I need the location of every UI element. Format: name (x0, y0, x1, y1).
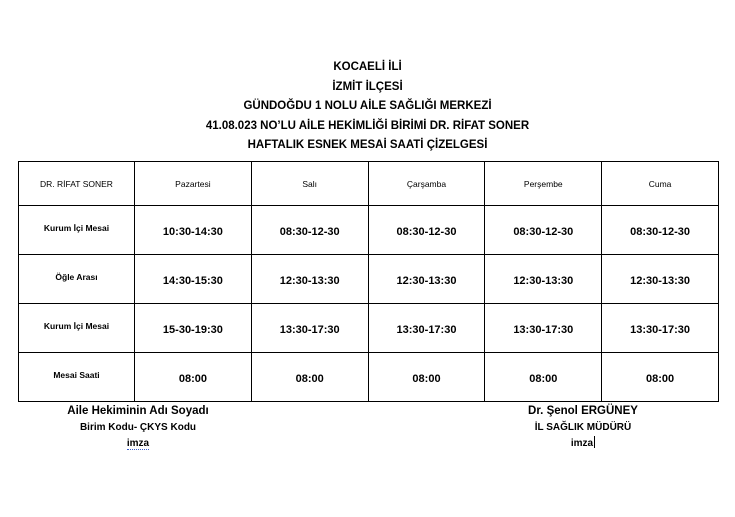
table-row (19, 304, 719, 353)
time-cell: 08:30-12-30 (602, 206, 719, 255)
time-cell: 08:00 (251, 353, 368, 402)
signature-block-left (38, 403, 238, 451)
row-label: Mesai Saati (19, 353, 135, 402)
time-cell: 12:30-13:30 (251, 255, 368, 304)
header-health-center: GÜNDOĞDU 1 NOLU AİLE SAĞLIĞI MERKEZİ (243, 100, 492, 112)
signature-left-sign-label: imza (126, 438, 150, 449)
time-cell: 08:00 (602, 353, 719, 402)
day-header: Perşembe (485, 162, 602, 206)
time-cell: 12:30-13:30 (368, 255, 485, 304)
signature-right-title: Dr. Şenol ERGÜNEY (528, 405, 638, 417)
time-cell: 10:30-14:30 (135, 206, 252, 255)
time-cell: 08:30-12-30 (485, 206, 602, 255)
time-cell: 13:30-17:30 (368, 304, 485, 353)
signature-block-right (488, 403, 678, 451)
day-header: Salı (251, 162, 368, 206)
time-cell: 13:30-17:30 (602, 304, 719, 353)
table-row (19, 353, 719, 402)
signature-left-title: Aile Hekiminin Adı Soyadı (67, 405, 209, 417)
time-cell: 08:00 (368, 353, 485, 402)
table-row (19, 206, 719, 255)
row-label: Kurum İçi Mesai (19, 206, 135, 255)
signature-right-subtitle: İL SAĞLIK MÜDÜRÜ (534, 422, 632, 433)
signature-right-sign-line (488, 436, 678, 451)
signature-left-subtitle: Birim Kodu- ÇKYS Kodu (79, 422, 197, 433)
day-header: Çarşamba (368, 162, 485, 206)
time-cell: 14:30-15:30 (135, 255, 252, 304)
time-cell: 08:00 (485, 353, 602, 402)
time-cell: 08:30-12-30 (251, 206, 368, 255)
schedule-table (18, 161, 719, 402)
table-row (19, 255, 719, 304)
document-header (0, 58, 735, 156)
time-cell: 13:30-17:30 (251, 304, 368, 353)
signature-right-sign-label: imza (570, 438, 594, 449)
time-cell: 13:30-17:30 (485, 304, 602, 353)
table-header-row (19, 162, 719, 206)
header-district: İZMİT İLÇESİ (332, 80, 403, 93)
time-cell: 12:30-13:30 (485, 255, 602, 304)
header-unit: 41.08.023 NO’LU AİLE HEKİMLİĞİ BİRİMİ DR. RİFAT SONER (205, 119, 530, 132)
row-label: Kurum İçi Mesai (19, 304, 135, 353)
corner-cell: DR. RİFAT SONER (19, 162, 135, 206)
document-title: HAFTALIK ESNEK MESAİ SAATİ ÇİZELGESİ (247, 139, 488, 151)
text-cursor (594, 436, 595, 448)
time-cell: 15-30-19:30 (135, 304, 252, 353)
signature-left-sign-line (38, 436, 238, 451)
header-province: KOCAELİ İLİ (333, 61, 402, 73)
day-header: Cuma (602, 162, 719, 206)
day-header: Pazartesi (135, 162, 252, 206)
time-cell: 08:30-12-30 (368, 206, 485, 255)
time-cell: 12:30-13:30 (602, 255, 719, 304)
time-cell: 08:00 (135, 353, 252, 402)
row-label: Öğle Arası (19, 255, 135, 304)
